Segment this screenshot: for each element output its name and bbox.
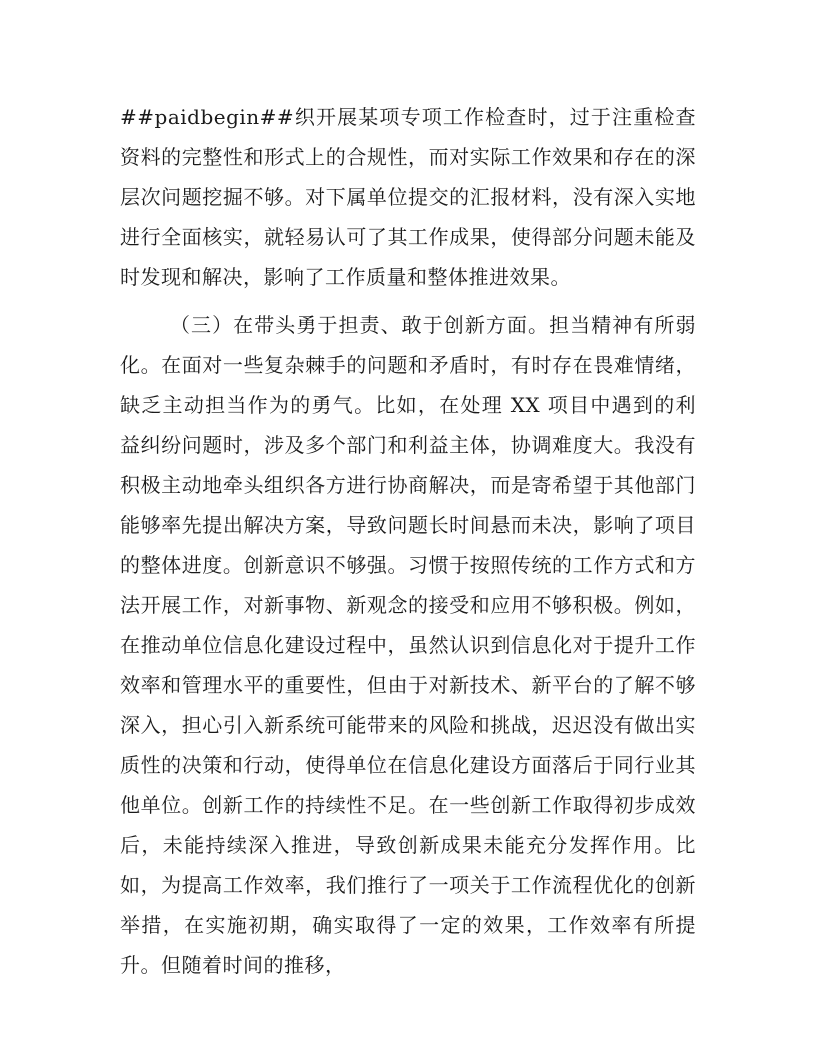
document-body [120, 97, 696, 985]
paragraph-continuation: ##paidbegin##织开展某项专项工作检查时，过于注重检查资料的完整性和形式上的合规性，而对实际工作效果和存在的深层次问题挖掘不够。对下属单位提交的汇报材料，没有深入实地进行全面核实，就轻易认可了其工作成果，使得部分问题未能及时发现和解决，影响了工作质量和整体推进效果。 [120, 105, 696, 289]
paragraph-section-three: （三）在带头勇于担责、敢于创新方面。担当精神有所弱化。在面对一些复杂棘手的问题和矛盾时，有时存在畏难情绪，缺乏主动担当作为的勇气。比如，在处理 XX 项目中遇到的利益纠纷问题时，涉及多个部门和利益主体，协调难度大。我没有积极主动地牵头组织各方进行协商解决，而是寄希望于其他部门能够率先提出解决方案，导致问题长时间悬而未决，影响了项目的整体进度。创新意识不够强。习惯于按照传统的工作方式和方法开展工作，对新事物、新观念的接受和应用不够积极。例如，在推动单位信息化建设过程中，虽然认识到信息化对于提升工作效率和管理水平的重要性，但由于对新技术、新平台的了解不够深入，担心引入新系统可能带来的风险和挑战，迟迟没有做出实质性的决策和行动，使得单位在信息化建设方面落后于同行业其他单位。创新工作的持续性不足。在一些创新工作取得初步成效后，未能持续深入推进，导致创新成果未能充分发挥作用。比如，为提高工作效率，我们推行了一项关于工作流程优化的创新举措，在实施初期，确实取得了一定的效果，工作效率有所提升。但随着时间的推移， [120, 313, 696, 977]
